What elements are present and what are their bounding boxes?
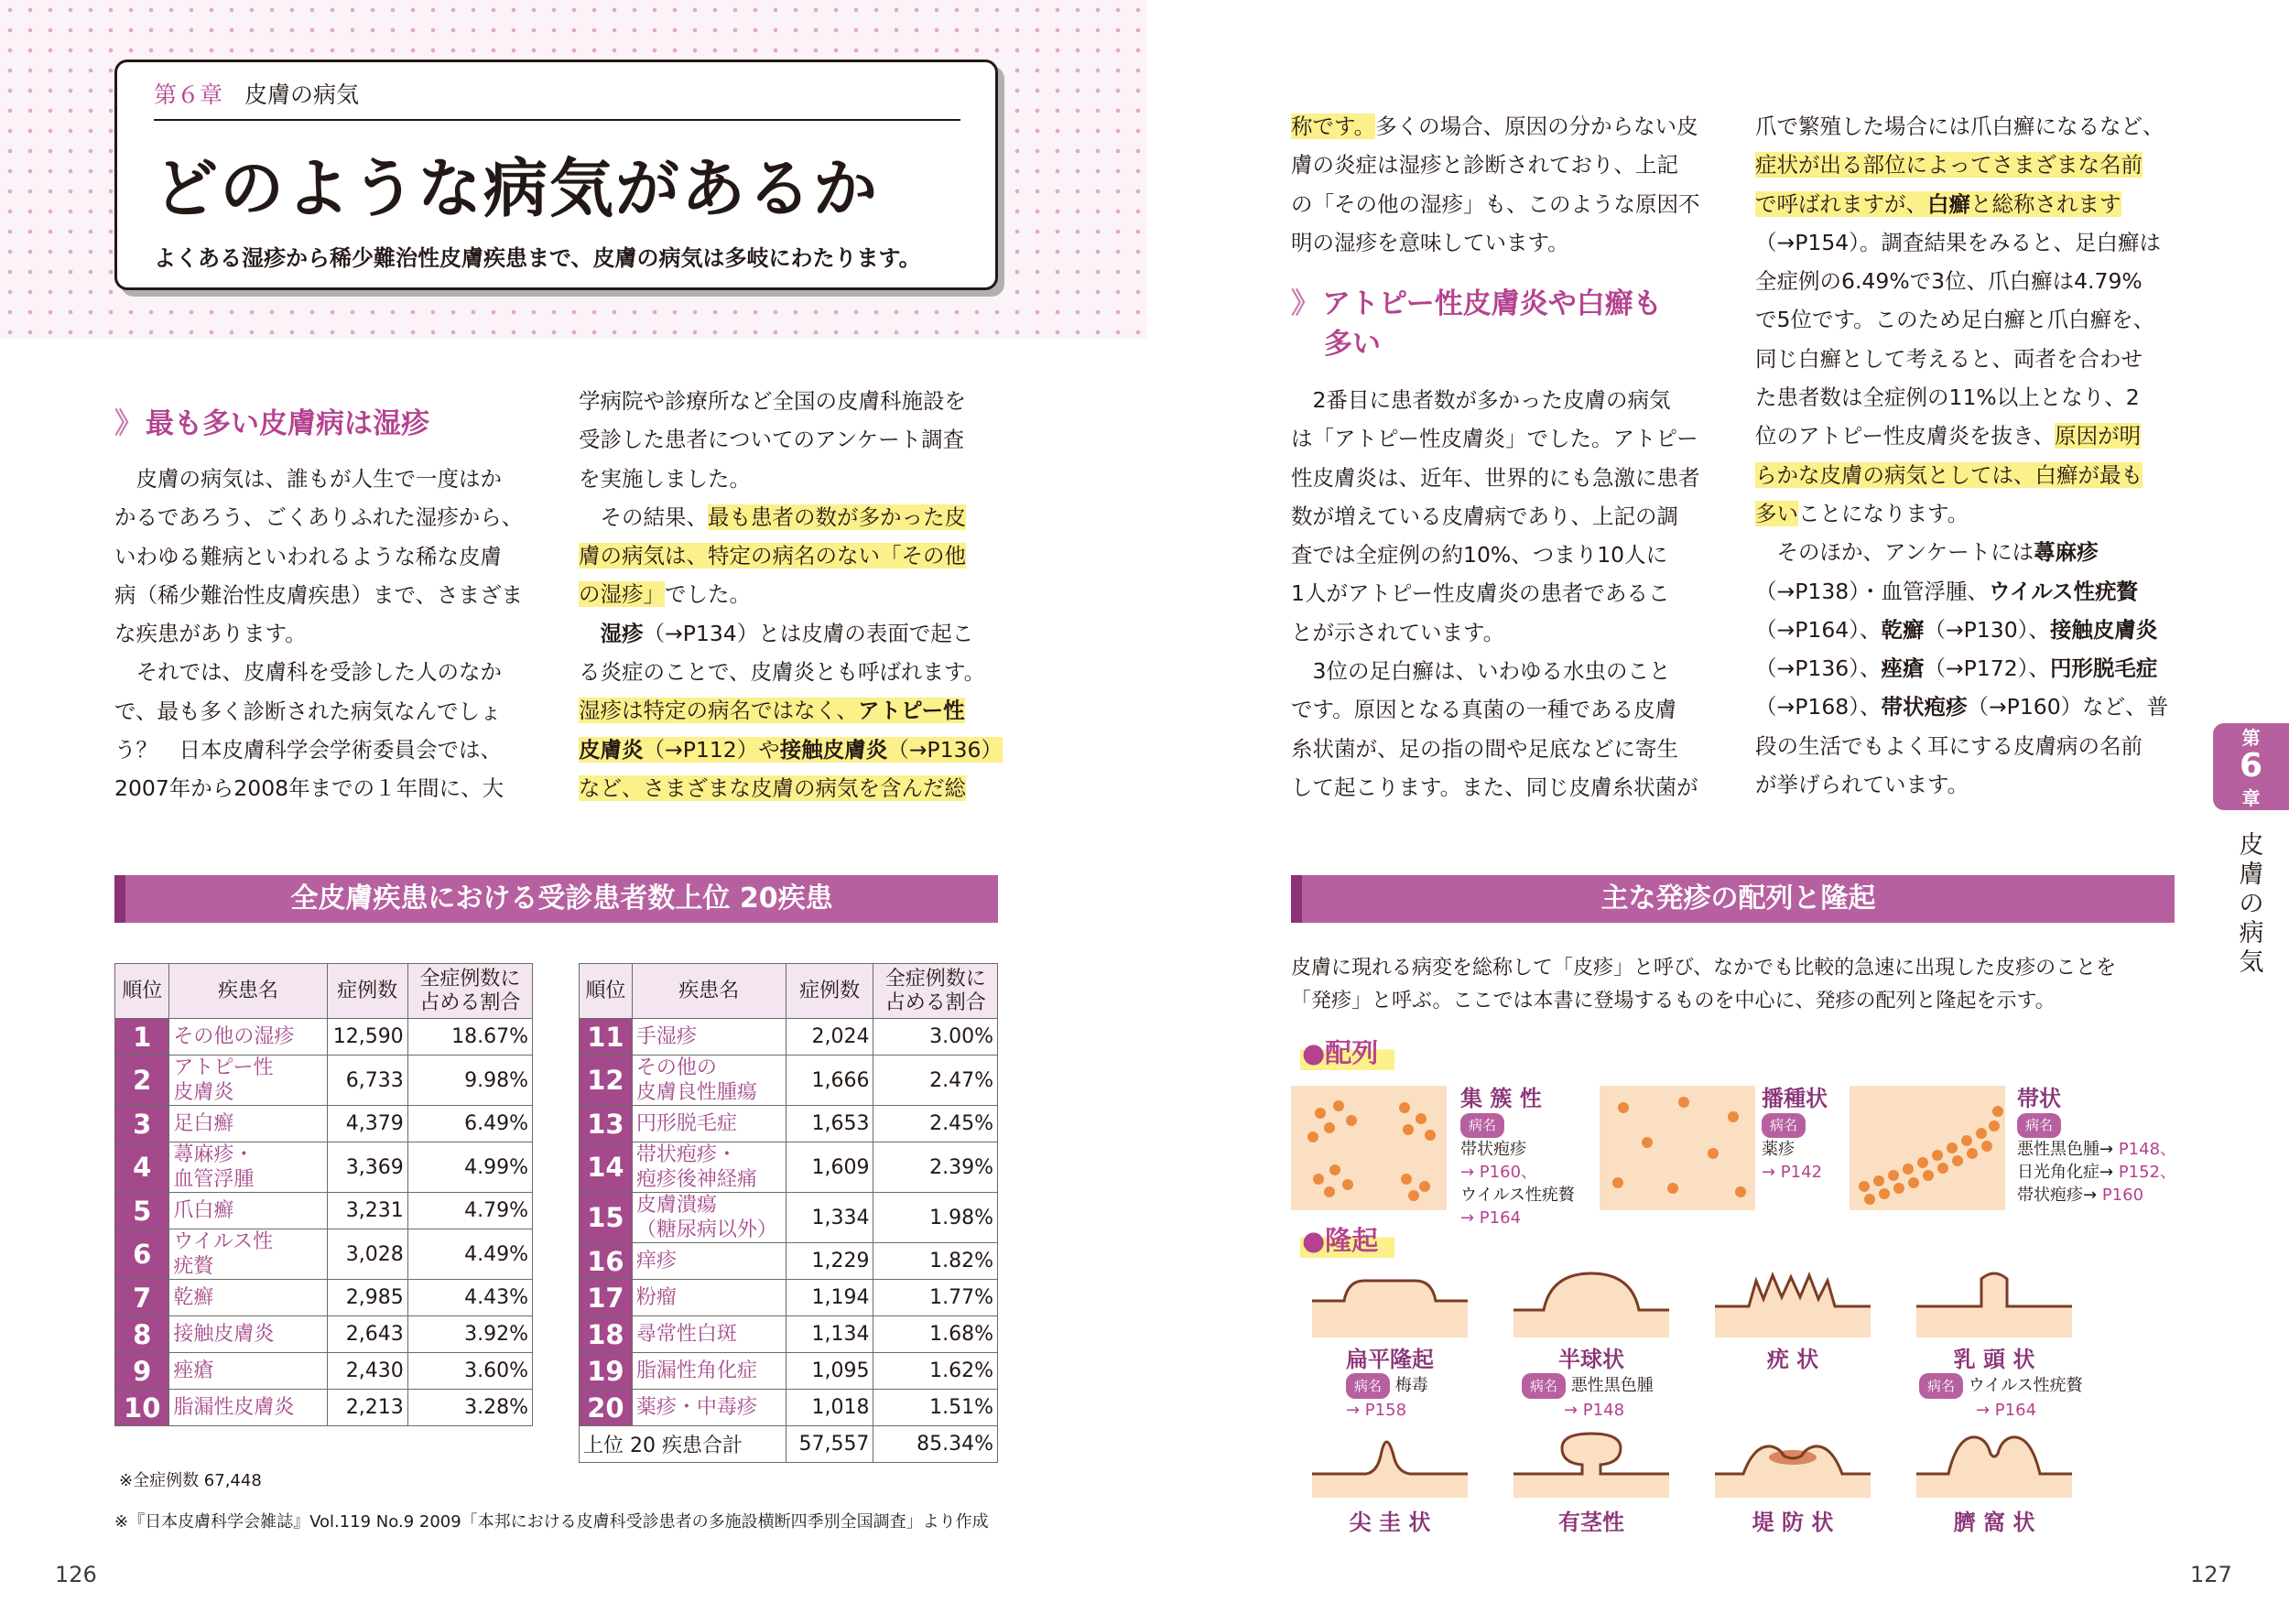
arr-info-disseminated: 病名 薬疹 → P142 (1762, 1113, 1822, 1184)
elev-name-pedunculated: 有茎性 (1558, 1510, 1624, 1535)
table-row: 17 粉瘤 1,194 1.77% (580, 1280, 998, 1316)
shape-flat-elevation (1307, 1268, 1472, 1337)
eruption-intro: 皮膚に現れる病変を総称して「皮疹」と呼び、なかでも比較的急速に出現した皮疹のことを 「発疹」と呼ぶ。ここでは本書に登場するものを中心に、発疹の配列と隆起を示す。 (1291, 957, 2117, 1012)
section-heading-eczema: 》 最も多い皮膚病は湿疹 (114, 407, 429, 440)
page-title: どのような病気があるか (154, 151, 879, 226)
text-column-4: 爪で繁殖した場合には爪白癬になるなど、 症状が出る部位によってさまざまな名前 で呼ばれますが、白癬と総称されます （→P154）。調査結果をみると、足白癬は 全症例の6.49%で3位、爪白癬は4.79% で5位です。このため足白癬と爪白癬を、 同じ白癬として考えると、両者を合わせ た患者数は全症例の11%以上となり、2 位のアトピー性皮膚炎を抜き、原因が明 らかな皮膚の病気としては、白癬が最も 多いことになります。 そのほか、アンケートには蕁麻疹 （→P138）・血管浮腫、ウイルス性疣贅 （→P164）、乾癬（→P130）、接触皮膚炎 （→P136）、痤瘡（→P172）、円形脱毛症 （→P168）、帯状疱疹（→P160）など、普 段の生活でもよく耳にする皮膚病の名前 が挙げられています。 (1755, 114, 2169, 798)
shape-hemispherical (1509, 1268, 1674, 1337)
elev-name-acuminate: 尖 圭 状 (1349, 1510, 1431, 1535)
table-row: 6 ウイルス性 疣贅 3,028 4.49% (115, 1229, 533, 1280)
page-number-left: 126 (55, 1562, 97, 1587)
arr-info-clustered: 病名 帯状疱疹 → P160、 ウイルス性疣贅 → P164 (1460, 1113, 1575, 1229)
pattern-band (1850, 1086, 2005, 1210)
table-row: 8 接触皮膚炎 2,643 3.92% (115, 1316, 533, 1353)
elev-name-flat: 扁平隆起 (1346, 1347, 1434, 1372)
text-column-3b: 2番目に患者数が多かった皮膚の病気 は「アトピー性皮膚炎」でした。アトピー 性皮膚炎は、近年、世界的にも急激に患者 数が増えている皮膚病であり、上記の調 査では全症例の約10%、つまり10人に 1人がアトピー性皮膚炎の患者であるこ とが示されています。 3位の足白癬は、いわゆる水虫のこと です。原因となる真菌の一種である皮膚 糸状菌が、足の指の間や足底などに寄生 して起こります。また、同じ皮膚糸状菌が (1291, 387, 1700, 800)
table-row: 13 円形脱毛症 1,653 2.45% (580, 1106, 998, 1142)
shape-papillary (1912, 1268, 2077, 1337)
elev-info-flat: 病名 梅毒 → P158 (1346, 1373, 1428, 1423)
pattern-clustered (1291, 1086, 1447, 1210)
text-column-3: 称です。多くの場合、原因の分からない皮 膚の炎症は湿疹と診断されており、上記 の「その他の湿疹」も、このような原因不 明の湿疹を意味しています。 (1291, 114, 1700, 255)
table-row: 19 脂漏性角化症 1,095 1.62% (580, 1353, 998, 1390)
table-banner: 全皮膚疾患における受診患者数上位 20疾患 (114, 875, 998, 923)
table-row: 1 その他の湿疹 12,590 18.67% (115, 1019, 533, 1056)
table-source: ※『日本皮膚科学会雑誌』Vol.119 No.9 2009「本邦における皮膚科受診患者の多施設横断四季別全国調査」より作成 (114, 1512, 989, 1532)
elev-info-hemispherical: 病名 悪性黒色腫 → P148 (1522, 1373, 1654, 1423)
pattern-disseminated (1600, 1086, 1755, 1210)
table-row: 12 その他の 皮膚良性腫瘍 1,666 2.47% (580, 1056, 998, 1106)
arr-title-disseminated: 播種状 (1762, 1086, 1828, 1111)
elev-name-umbilicated: 臍 窩 状 (1953, 1510, 2035, 1535)
eruption-banner: 主な発疹の配列と隆起 (1291, 875, 2175, 923)
table-row: 16 痒疹 1,229 1.82% (580, 1243, 998, 1280)
table-row: 4 蕁麻疹・ 血管浮腫 3,369 4.99% (115, 1142, 533, 1193)
shape-pedunculated (1509, 1428, 1674, 1498)
chapter-tab-text: 皮膚の病気 (2239, 831, 2264, 977)
table-row: 2 アトピー性 皮膚炎 6,733 9.98% (115, 1056, 533, 1106)
elev-name-hemispherical: 半球状 (1558, 1347, 1624, 1372)
elev-name-papillary: 乳 頭 状 (1953, 1347, 2035, 1372)
title-box (114, 60, 998, 290)
chapter-label: 第６章 皮膚の病気 (154, 81, 360, 108)
shape-umbilicated (1912, 1428, 2077, 1498)
page-subtitle: よくある湿疹から稀少難治性皮膚疾患まで、皮膚の病気は多岐にわたります。 (154, 245, 921, 271)
table-row: 18 尋常性白斑 1,134 1.68% (580, 1316, 998, 1353)
table-row: 3 足白癬 4,379 6.49% (115, 1106, 533, 1142)
ranking-table-left: 順位 疾患名 症例数 全症例数に 占める割合 1 その他の湿疹 12,590 18.67% 2 アトピー性 皮膚炎 6,733 9.98% 3 足白癬 4,379 6.49% 4 蕁麻疹・ 血管浮腫 3,369 4.99% 5 爪白癬 3,231 4.79% 6 ウイルス性 疣贅 3,028 4.49% 7 乾癬 2,985 4.43% 8 接触皮膚炎 2,643 3.92% 9 痤瘡 2,430 3.60% 10 脂漏性皮膚炎 2,213 3.28% (114, 963, 533, 1426)
elevation-label: ●隆起 (1300, 1220, 1394, 1258)
arr-title-clustered: 集 簇 性 (1460, 1086, 1542, 1111)
arr-title-band: 帯状 (2017, 1086, 2061, 1111)
table-row: 20 薬疹・中毒疹 1,018 1.51% (580, 1390, 998, 1426)
table-row: 7 乾癬 2,985 4.43% (115, 1280, 533, 1316)
ranking-table-right: 順位 疾患名 症例数 全症例数に 占める割合 11 手湿疹 2,024 3.00% 12 その他の 皮膚良性腫瘍 1,666 2.47% 13 円形脱毛症 1,653 2.45% 14 帯状疱疹・ 疱疹後神経痛 1,609 2.39% 15 皮膚潰瘍 （糖尿病以外） 1,334 1.98% 16 痒疹 1,229 1.82% 17 粉瘤 1,194 1.77% 18 尋常性白斑 1,134 1.68% 19 脂漏性角化症 1,095 1.62% 20 薬疹・中毒疹 1,018 1.51% 上位 20 疾患合計 57,557 85.34% (579, 963, 998, 1463)
arrangement-label: ●配列 (1300, 1033, 1394, 1070)
table-row: 9 痤瘡 2,430 3.60% (115, 1353, 533, 1390)
chapter-tab: 第 6 章 (2213, 723, 2289, 810)
table-row: 11 手湿疹 2,024 3.00% (580, 1019, 998, 1056)
table-row: 14 帯状疱疹・ 疱疹後神経痛 1,609 2.39% (580, 1142, 998, 1193)
elev-info-papillary: 病名 ウイルス性疣贅 → P164 (1919, 1373, 2083, 1423)
arr-info-band: 病名 悪性黒色腫→ P148、 日光角化症→ P152、 帯状疱疹→ P160 (2017, 1113, 2176, 1207)
table-row: 15 皮膚潰瘍 （糖尿病以外） 1,334 1.98% (580, 1193, 998, 1243)
shape-embankment (1710, 1428, 1875, 1498)
shape-acuminate (1307, 1428, 1472, 1498)
chapter-rule (154, 119, 960, 121)
table-note-total: ※全症例数 67,448 (119, 1471, 262, 1490)
table-row: 5 爪白癬 3,231 4.79% (115, 1193, 533, 1229)
table-total-row: 上位 20 疾患合計 57,557 85.34% (580, 1426, 998, 1463)
elev-name-embankment: 堤 防 状 (1752, 1510, 1834, 1535)
text-column-1: 皮膚の病気は、誰もが人生で一度はか かるであろう、ごくありふれた湿疹から、 いわゆる難病といわれるような稀な皮膚 病（稀少難治性皮膚疾患）まで、さまざま な疾患があります。 それでは、皮膚科を受診した人のなか で、最も多く診断された病気なんでしょ う？ 日本皮膚科学会学術委員会では、 2007年から2008年までの１年間に、大 (114, 466, 524, 802)
text-column-2: 学病院や診療所など全国の皮膚科施設を 受診した患者についてのアンケート調査 を実施しました。 その結果、最も患者の数が多かった皮 膚の病気は、特定の病名のない「その他 の湿疹」でした。 湿疹（→P134）とは皮膚の表面で起こ る炎症のことで、皮膚炎とも呼ばれます。 湿疹は特定の病名ではなく、アトピー性 皮膚炎（→P112）や接触皮膚炎（→P136） など、さまざまな皮膚の病気を含んだ総 (579, 388, 1003, 801)
shape-verrucous (1710, 1268, 1875, 1337)
page-number-right: 127 (2190, 1562, 2232, 1587)
table-row: 10 脂漏性皮膚炎 2,213 3.28% (115, 1390, 533, 1426)
elev-name-verrucous: 疣 状 (1766, 1347, 1819, 1372)
section-heading-atopy: 》 アトピー性皮膚炎や白癬も 多い (1291, 287, 1662, 361)
